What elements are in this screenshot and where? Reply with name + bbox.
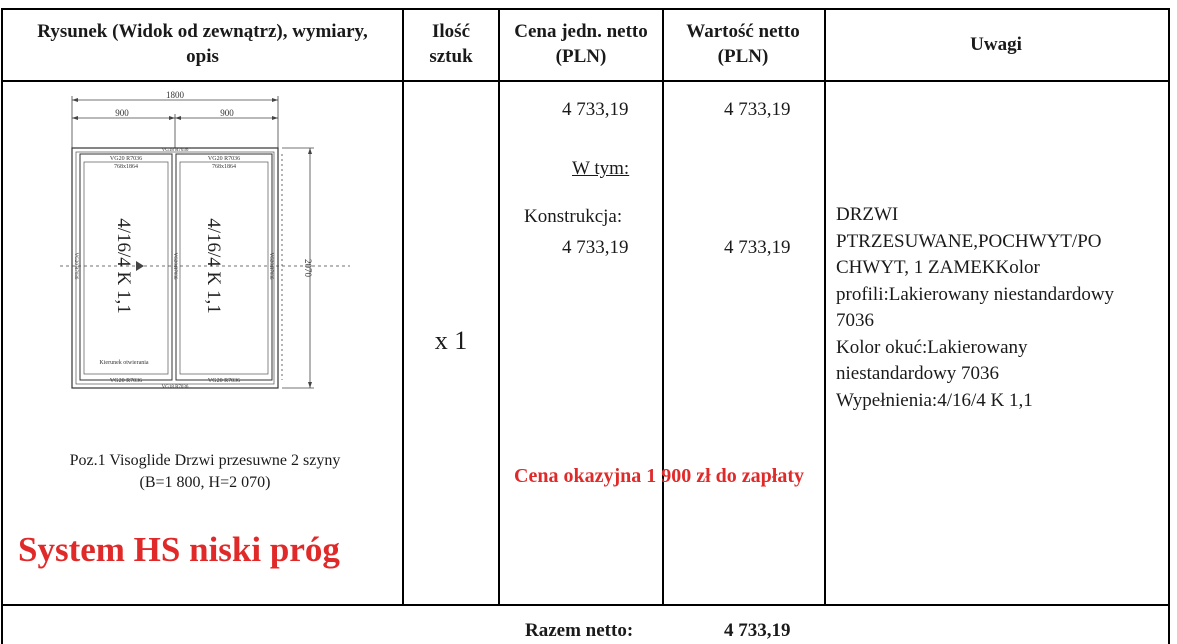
total-label: Razem netto:: [525, 620, 634, 641]
remarks-line: Kolor okuć:Lakierowany: [836, 336, 1028, 358]
remarks-line: PTRZESUWANE,POCHWYT/PO: [836, 230, 1102, 252]
col-divider-3: [662, 8, 664, 605]
remarks-line: CHWYT, 1 ZAMEKKolor: [836, 257, 1040, 278]
header-bottom-border: [1, 80, 1170, 82]
profile-label-left-side: VG20 R7036: [73, 252, 78, 280]
dim-height: 2070: [303, 259, 313, 277]
table-left-border: [1, 8, 3, 644]
profile-label-bottom-right: VG20 R7036: [207, 378, 241, 384]
value-net: 4 733,19: [724, 99, 791, 120]
glazing-label-left: 4/16/4 K 1,1: [113, 218, 134, 314]
header-quantity: Ilość sztuk: [429, 21, 473, 67]
remarks-line: niestandardowy 7036: [836, 363, 1000, 384]
remarks-line: Wypełnienia:4/16/4 K 1,1: [836, 389, 1033, 411]
w-tym-label: W tym:: [572, 158, 630, 179]
opening-direction-label: Kierunek otwierania: [99, 360, 149, 366]
row-bottom-border: [1, 604, 1170, 606]
quantity-value: x 1: [434, 326, 468, 355]
sash-size-left: 768x1864: [114, 164, 138, 170]
remarks-text: [836, 202, 1176, 414]
promo-price-label: Cena okazyjna 1 900 zł do zapłaty: [514, 465, 804, 487]
header-remarks: Uwagi: [970, 33, 1022, 55]
dim-left-width: 900: [115, 108, 129, 118]
door-technical-drawing: [60, 88, 360, 398]
glazing-label-right: 4/16/4 K 1,1: [203, 218, 224, 314]
konstrukcja-value: 4 733,19: [724, 237, 791, 258]
profile-label-middle: VG20 R7036: [172, 252, 177, 280]
col-divider-4: [824, 8, 826, 605]
remarks-line: 7036: [836, 310, 874, 331]
konstrukcja-label: Konstrukcja:: [524, 206, 623, 227]
unit-price: 4 733,19: [562, 99, 629, 120]
sash-size-right: 768x1864: [212, 164, 236, 170]
profile-label-right-side: VG20 R7036: [268, 252, 273, 280]
col-divider-2: [498, 8, 500, 605]
header-drawing: Rysunek (Widok od zewnątrz), wymiary, opis: [37, 21, 368, 67]
dim-right-width: 900: [220, 108, 234, 118]
position-description: Poz.1 Visoglide Drzwi przesuwne 2 szyny: [69, 452, 341, 469]
header-value: Wartość netto (PLN): [686, 21, 800, 67]
profile-label-top-left: VG20 R7036: [109, 156, 143, 162]
position-dimensions: (B=1 800, H=2 070): [139, 474, 271, 491]
profile-label-top-right: VG20 R7036: [207, 156, 241, 162]
total-value: 4 733,19: [724, 620, 791, 641]
remarks-line: profili:Lakierowany niestandardowy: [836, 283, 1115, 305]
col-divider-1: [402, 8, 404, 605]
table-top-border: [1, 8, 1170, 10]
profile-label-top-small: VG18 R7036: [161, 148, 189, 153]
header-unit-price: Cena jedn. netto (PLN): [514, 21, 648, 67]
konstrukcja-unit-price: 4 733,19: [562, 237, 629, 258]
profile-label-bottom-small: VG18 R7036: [161, 385, 189, 390]
dim-total-width: 1800: [166, 90, 184, 100]
remarks-line: DRZWI: [836, 204, 899, 225]
system-promo-label: System HS niski próg: [18, 530, 340, 569]
profile-label-bottom-left: VG20 R7036: [109, 378, 143, 384]
